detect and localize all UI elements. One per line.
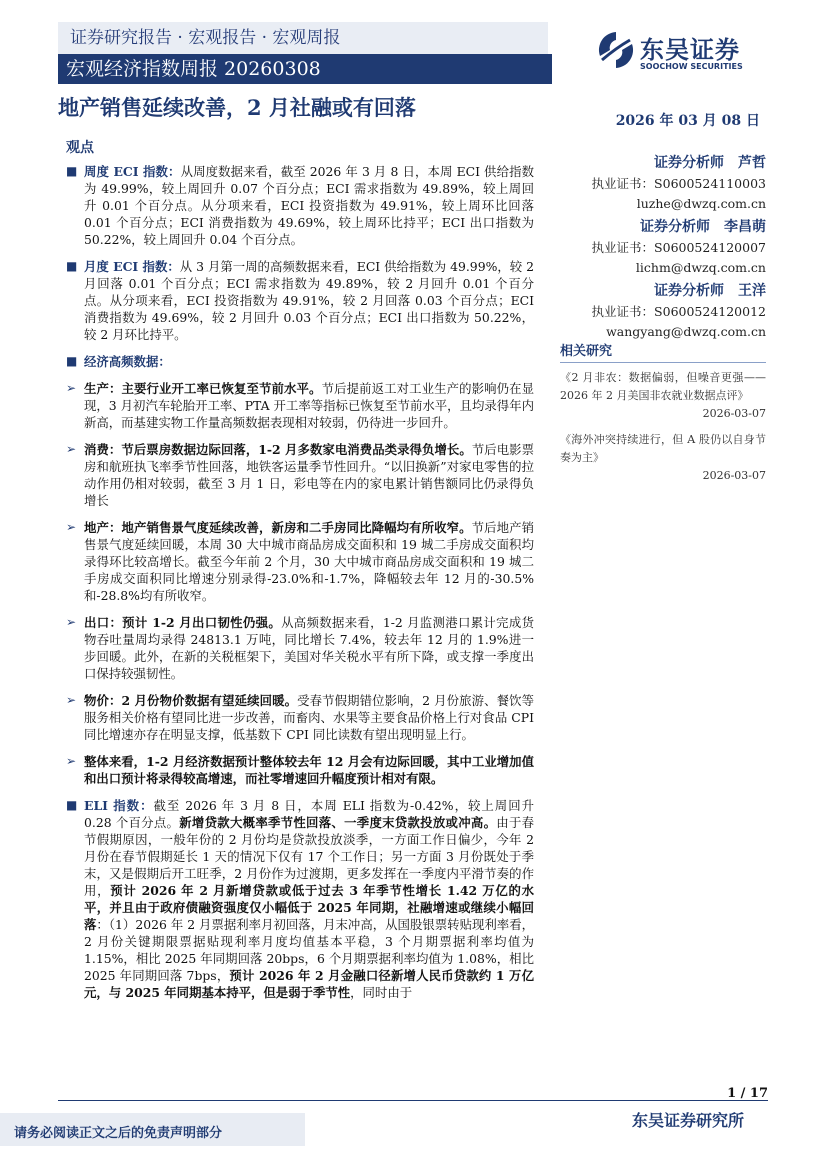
analyst-card: 证券分析师 王洋 执业证书：S0600524120012 wangyang@dwzq.com.cn — [560, 280, 766, 342]
related-research — [560, 340, 766, 493]
overall-paragraph: ➢ 整体来看，1-2 月经济数据预计整体较去年 12 月会有边际回暖，其中工业增加值和出口预计将录得较高增速，而社零增速回升幅度预计相对有限。 — [66, 754, 534, 786]
arrow-bullet-icon: ➢ — [66, 754, 77, 768]
production-paragraph: ➢ 生产：主要行业开工率已恢复至节前水平。节后提前返工对工业生产的影响仍在显现，3 月初汽车轮胎开工率、PTA 开工率等指标已恢复至节前水平，且均录得年内新高，而基建实物工作量高频数据表现相对较弱，仍待进一步回升。 — [66, 381, 535, 430]
consumption-paragraph: ➢ 消费：节后票房数据边际回落，1-2 月多数家电消费品类录得负增长。节后电影票房和航班执飞率季节性回落，地铁客运量季节性回升。“以旧换新”对家电零售的拉动作用仍相对较弱，截至 3 月 1 日，彩电等在内的家电累计销售额同比仍录得负增长 — [66, 442, 535, 508]
export-paragraph: ➢ 出口：预计 1-2 月出口韧性仍强。从高频数据来看，1-2 月监测港口累计完成货物吞吐量周均录得 24813.1 万吨，同比增长 7.4%，较去年 12 月的 1.9%进一步回暖。此外，在新的关税框架下，美国对华关税水平有所下降，或支撑一季度出口保持较强韧性。 — [66, 615, 534, 681]
analyst-email-link[interactable]: lichm@dwzq.com.cn — [635, 260, 766, 275]
report-category: 证券研究报告 · 宏观报告 · 宏观周报 — [58, 22, 548, 54]
report-title: 宏观经济指数周报 20260308 — [58, 54, 552, 84]
prices-paragraph: ➢ 物价：2 月份物价数据有望延续回暖。受春节假期错位影响，2 月份旅游、餐饮等服务相关价格有望同比进一步改善，而畜肉、水果等主要食品价格上行对食品 CPI 同比增速亦存在明显支撑，低基数下 CPI 同比读数有望出现明显上行。 — [66, 693, 534, 742]
monthly-eci-paragraph: ■ 月度 ECI 指数：从 3 月第一周的高频数据来看，ECI 供给指数为 49.99%，较 2 月回落 0.01 个百分点；ECI 需求指数为 49.89%，较 2 月回升 0.01 个百分点。从分项来看，ECI 投资指数为 49.91%，较 2 月回落 0.03 个百分点；ECI 消费指数为 49.69%，较 2 月回升 0.03 个百分点；ECI 出口指数为 50.22%，较 2 月环比持平。 — [66, 259, 534, 342]
related-link[interactable]: 《2 月非农：数据偏弱，但噪音更强——2026 年 2 月美国非农就业数据点评》 — [560, 371, 766, 402]
related-date: 2026-03-07 — [702, 469, 766, 482]
arrow-bullet-icon: ➢ — [66, 693, 77, 707]
logo-name: 东吴证券 — [640, 35, 740, 64]
logo-english: SOOCHOW SECURITIES — [640, 62, 743, 71]
square-bullet-icon: ■ — [66, 164, 78, 178]
analyst-email-link[interactable]: wangyang@dwzq.com.cn — [606, 324, 766, 339]
section-title: 观点 — [66, 140, 94, 156]
analyst-list — [560, 152, 766, 344]
main-content — [66, 163, 535, 1011]
institute-name: 东吴证券研究所 — [632, 1111, 745, 1130]
related-link[interactable]: 《海外冲突持续进行，但 A 股仍以自身节奏为主》 — [560, 433, 766, 464]
arrow-bullet-icon: ➢ — [66, 615, 77, 629]
econ-data-heading: ■ 经济高频数据： — [66, 354, 171, 369]
analyst-email-link[interactable]: luzhe@dwzq.com.cn — [636, 196, 766, 211]
analyst-card: 证券分析师 李昌萌 执业证书：S0600524120007 lichm@dwzq.com.cn — [560, 216, 766, 278]
weekly-eci-paragraph: ■ 周度 ECI 指数：从周度数据来看，截至 2026 年 3 月 8 日，本周 ECI 供给指数为 49.99%，较上周回升 0.07 个百分点；ECI 需求指数为 49.89%，较上周回升 0.01 个百分点。从分项来看，ECI 投资指数为 49.91%，较上周环比回落 0.01 个百分点；ECI 消费指数为 49.69%，较上周环比持平；ECI 出口指数为 50.22%，较上周回升 0.04 个百分点。 — [66, 164, 534, 247]
related-date: 2026-03-07 — [702, 407, 766, 420]
arrow-bullet-icon: ➢ — [66, 520, 77, 534]
page-number: 1 / 17 — [727, 1086, 768, 1101]
soochow-logo-icon — [596, 30, 636, 70]
realestate-paragraph: ➢ 地产：地产销售景气度延续改善，新房和二手房同比降幅均有所收窄。节后地产销售景气度延续回暖，本周 30 大中城市商品房成交面积和 19 城二手房成交面积均录得环比较高增长。截至今年前 2 个月，30 大中城市商品房成交面积和 19 城二手房成交面积同比增速分别录得-23.0%和-1.7%，降幅较去年 12 月的-30.5%和-28.8%均有所收窄。 — [66, 520, 535, 603]
report-date: 2026 年 03 月 08 日 — [615, 113, 760, 129]
square-bullet-icon: ■ — [66, 259, 78, 273]
analyst-card: 证券分析师 芦哲 执业证书：S0600524110003 luzhe@dwzq.com.cn — [560, 152, 766, 214]
square-bullet-icon: ■ — [66, 354, 78, 368]
eli-paragraph: ■ ELI 指数：截至 2026 年 3 月 8 日，本周 ELI 指数为-0.42%，较上周回升 0.28 个百分点。新增贷款大概率季节性回落、一季度末贷款投放或冲高。由于春节假期原因，一般年份的 2 月份均是贷款投放淡季，一方面工作日偏少，今年 2 月份在春节假期延长 1 天的情况下仅有 17 个工作日；另一方面 3 月份既处于季末，又是假期后开工旺季，2 月份作为过渡期，更多发挥在一季度内平滑节奏的作用，预计 2026 年 2 月新增贷款或低于过去 3 年季节性增长 1.42 万亿的水平，并且由于政府债融资强度仅小幅低于 2025 年同期，社融增速或继续小幅回落：（1）2026 年 2 月票据利率月初回落，月末冲高，从国股银票转贴现利率看，2 月份关键期限票据贴现利率月度均值基本平稳，3 个月期票据利率均值为 1.15%，相比 2025 年同期回落 20bps，6 个月期票据利率均值为 1.08%，相比 2025 年同期回落 7bps，预计 2026 年 2 月金融口径新增人民币贷款约 1 万亿元，与 2025 年同期基本持平，但是弱于季节性，同时由于 — [66, 798, 535, 1000]
related-title: 相关研究 — [560, 340, 766, 363]
square-bullet-icon: ■ — [66, 798, 78, 812]
arrow-bullet-icon: ➢ — [66, 381, 77, 395]
disclaimer-text: 请务必阅读正文之后的免责声明部分 — [14, 1126, 223, 1141]
footer-divider — [58, 1100, 768, 1101]
arrow-bullet-icon: ➢ — [66, 442, 77, 456]
headline: 地产销售延续改善，2 月社融或有回落 — [58, 95, 416, 120]
